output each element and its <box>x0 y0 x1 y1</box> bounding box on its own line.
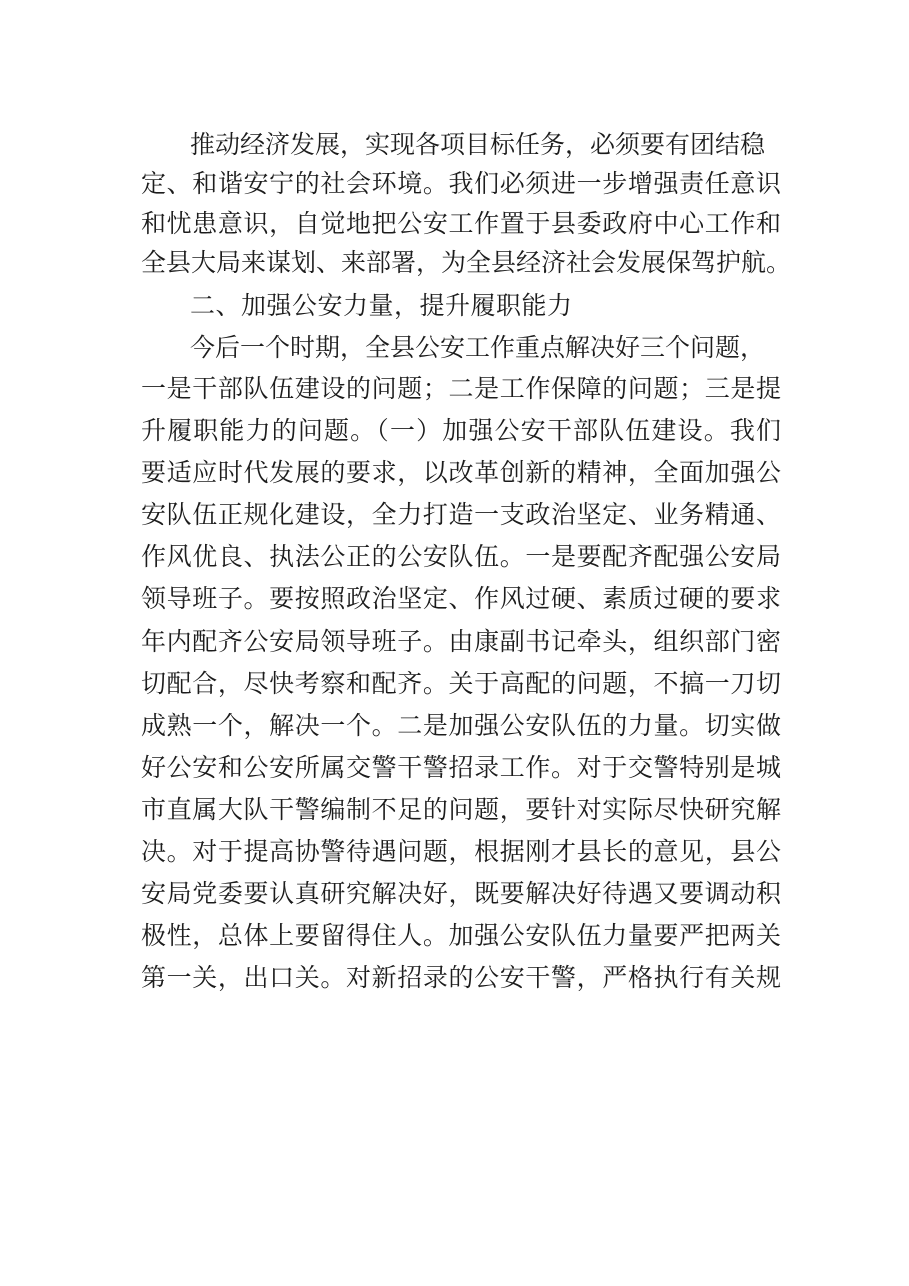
paragraph-line: 市直属大队干警编制不足的问题，要针对实际尽快研究解 <box>141 795 781 824</box>
paragraph-line: 领导班子。要按照政治坚定、作风过硬、素质过硬的要求 <box>141 584 781 613</box>
paragraph-line: 切配合，尽快考察和配齐。关于高配的问题，不搞一刀切 <box>141 669 781 698</box>
paragraph-line: 年内配齐公安局领导班子。由康副书记牵头，组织部门密 <box>141 627 781 656</box>
paragraph-line: 成熟一个，解决一个。二是加强公安队伍的力量。切实做 <box>141 711 781 740</box>
paragraph-line: 作风优良、执法公正的公安队伍。一是要配齐配强公安局 <box>141 542 781 571</box>
paragraph-line: 好公安和公安所属交警干警招录工作。对于交警特别是城 <box>141 753 781 782</box>
paragraph-line: 一是干部队伍建设的问题；二是工作保障的问题；三是提 <box>141 374 781 403</box>
paragraph-line: 推动经济发展，实现各项目标任务，必须要有团结稳 <box>190 130 766 159</box>
paragraph-line: 安局党委要认真研究解决好，既要解决好待遇又要调动积 <box>141 879 781 908</box>
paragraph-line: 升履职能力的问题。（一）加强公安干部队伍建设。我们 <box>141 416 781 445</box>
paragraph-line: 全县大局来谋划、来部署，为全县经济社会发展保驾护航。 <box>141 248 792 277</box>
paragraph-line: 和忧患意识，自觉地把公安工作置于县委政府中心工作和 <box>141 209 781 238</box>
paragraph-line: 安队伍正规化建设，全力打造一支政治坚定、业务精通、 <box>141 500 781 529</box>
paragraph-line: 要适应时代发展的要求，以改革创新的精神，全面加强公 <box>141 458 781 487</box>
paragraph-line: 今后一个时期，全县公安工作重点解决好三个问题， <box>190 333 766 362</box>
section-heading: 二、加强公安力量，提升履职能力 <box>190 291 573 320</box>
paragraph-line: 决。对于提高协警待遇问题，根据刚才县长的意见，县公 <box>141 837 781 866</box>
paragraph-line: 极性，总体上要留得住人。加强公安队伍力量要严把两关 <box>141 921 781 950</box>
paragraph-line: 第一关，出口关。对新招录的公安干警，严格执行有关规 <box>141 963 781 992</box>
paragraph-line: 定、和谐安宁的社会环境。我们必须进一步增强责任意识 <box>141 169 781 198</box>
